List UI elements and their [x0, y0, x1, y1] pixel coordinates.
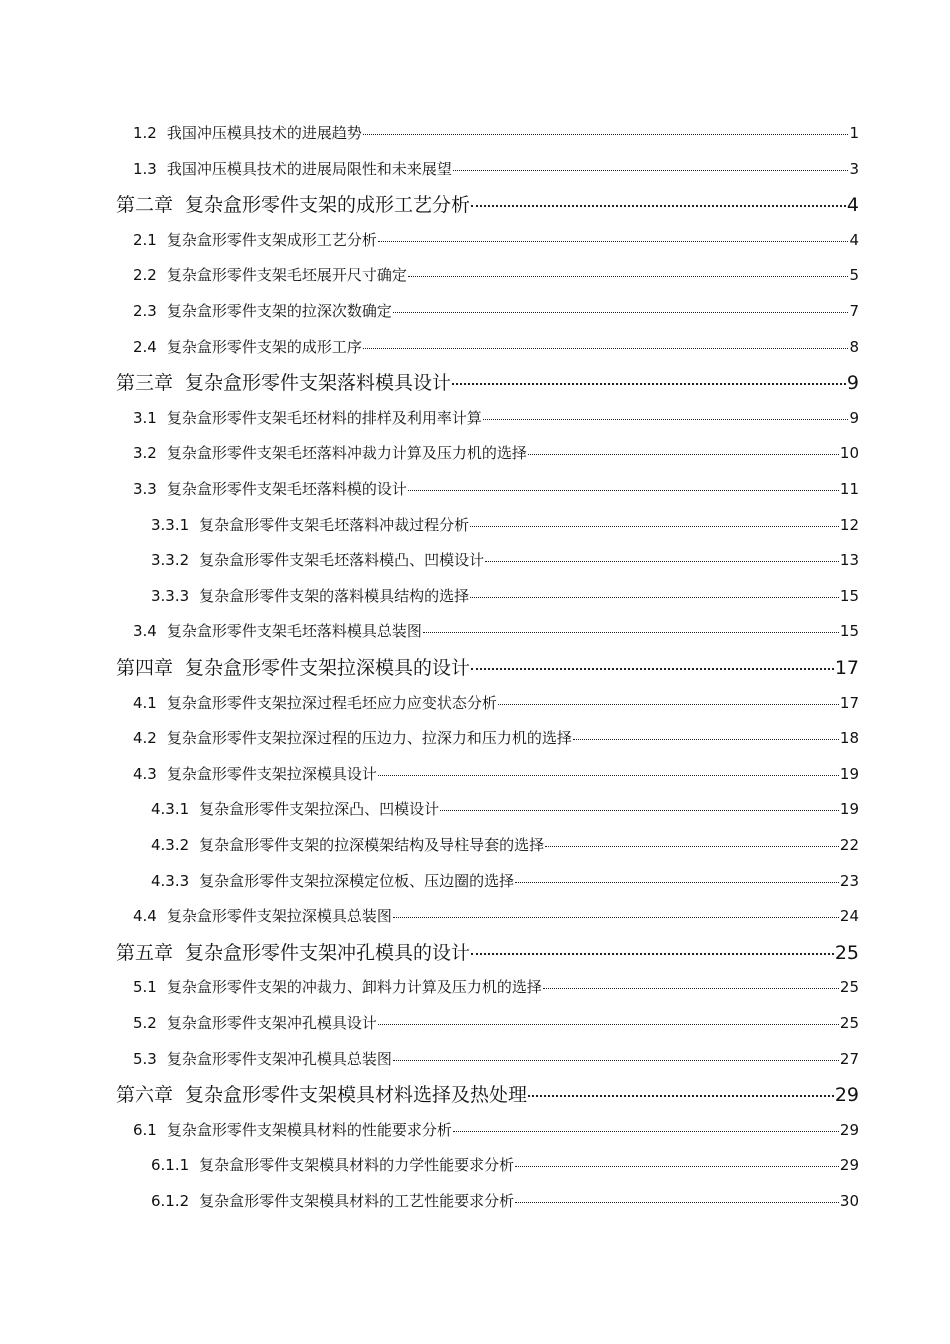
- toc-entry-number: 3.3.2: [151, 551, 190, 570]
- toc-section-entry[interactable]: [133, 763, 859, 784]
- toc-section-entry[interactable]: [133, 1119, 859, 1140]
- dot-leader: [471, 668, 834, 670]
- dot-leader: [573, 739, 839, 740]
- toc-section-entry[interactable]: [151, 1190, 859, 1211]
- toc-entry-title: 复杂盒形零件支架冲孔模具总装图: [166, 1049, 392, 1068]
- dot-leader: [485, 561, 839, 562]
- toc-entry-number: 1.2: [133, 124, 157, 142]
- toc-entry-page-number: 24: [839, 907, 859, 926]
- toc-entry-number: 1.3: [133, 159, 157, 178]
- toc-entry-title: 我国冲压模具技术的进展趋势: [166, 124, 362, 142]
- toc-chapter-entry[interactable]: [116, 1080, 859, 1107]
- dot-leader: [471, 205, 846, 207]
- toc-entry-title: 复杂盒形零件支架拉深模具总装图: [166, 907, 392, 926]
- toc-section-entry[interactable]: [151, 870, 859, 891]
- toc-entry-page-number: 29: [839, 1156, 859, 1175]
- toc-entry-title: 复杂盒形零件支架的落料模具结构的选择: [199, 586, 470, 605]
- toc-section-entry[interactable]: [151, 1154, 859, 1175]
- toc-entry-title: 复杂盒形零件支架拉深模具的设计: [185, 657, 471, 679]
- toc-section-entry[interactable]: [133, 620, 859, 641]
- toc-section-entry[interactable]: [133, 1012, 859, 1033]
- toc-entry-page-number: 25: [839, 978, 859, 997]
- dot-leader: [393, 917, 839, 918]
- toc-entry-number: 第二章: [116, 194, 174, 217]
- toc-section-entry[interactable]: [151, 585, 859, 606]
- dot-leader: [408, 490, 839, 491]
- toc-entry-title: 复杂盒形零件支架毛坯落料冲裁力计算及压力机的选择: [166, 444, 527, 463]
- toc-chapter-entry[interactable]: [116, 190, 859, 217]
- toc-entry-number: 6.1.2: [151, 1192, 190, 1210]
- toc-section-entry[interactable]: [151, 834, 859, 855]
- toc-entry-number: 第四章: [116, 657, 174, 679]
- toc-entry-number: 3.1: [133, 408, 157, 427]
- toc-entry-number: 3.2: [133, 444, 157, 463]
- dot-leader: [363, 348, 849, 349]
- toc-entry-title: 复杂盒形零件支架拉深过程毛坯应力应变状态分析: [166, 693, 497, 712]
- toc-chapter-entry[interactable]: [116, 653, 859, 680]
- toc-entry-title: 复杂盒形零件支架成形工艺分析: [166, 230, 377, 249]
- toc-section-entry[interactable]: [151, 514, 859, 535]
- toc-entry-number: 5.2: [133, 1014, 157, 1032]
- dot-leader: [452, 383, 846, 385]
- toc-entry-page-number: 29: [839, 1120, 859, 1139]
- toc-entry-number: 第五章: [116, 941, 174, 964]
- dot-leader: [528, 454, 839, 455]
- toc-section-entry[interactable]: [133, 300, 859, 321]
- toc-entry-title: 复杂盒形零件支架拉深凸、凹模设计: [199, 800, 440, 819]
- toc-section-entry[interactable]: [133, 122, 859, 143]
- dot-leader: [423, 632, 839, 633]
- toc-entry-number: 6.1: [133, 1120, 157, 1139]
- toc-entry-page-number: 19: [839, 764, 859, 783]
- toc-entry-title: 复杂盒形零件支架拉深过程的压边力、拉深力和压力机的选择: [166, 729, 572, 748]
- dot-leader: [471, 953, 834, 955]
- dot-leader: [378, 775, 839, 776]
- toc-section-entry[interactable]: [151, 798, 859, 819]
- toc-entry-number: 4.3.1: [151, 800, 190, 819]
- dot-leader: [498, 704, 839, 705]
- toc-section-entry[interactable]: [133, 976, 859, 997]
- toc-entry-title: 复杂盒形零件支架的冲裁力、卸料力计算及压力机的选择: [166, 978, 542, 997]
- toc-section-entry[interactable]: [133, 478, 859, 499]
- toc-entry-page-number: 11: [839, 480, 859, 498]
- dot-leader: [393, 1060, 839, 1061]
- dot-leader: [470, 526, 839, 527]
- toc-entry-page-number: 23: [839, 871, 859, 890]
- toc-entry-page-number: 17: [839, 693, 859, 712]
- toc-entry-page-number: 12: [839, 515, 859, 534]
- toc-section-entry[interactable]: [133, 1048, 859, 1069]
- toc-entry-title: 复杂盒形零件支架毛坯落料模具总装图: [166, 622, 422, 641]
- toc-entry-title: 复杂盒形零件支架的成形工序: [166, 337, 362, 356]
- dot-leader: [453, 1131, 839, 1132]
- toc-entry-number: 4.1: [133, 693, 157, 712]
- toc-entry-title: 复杂盒形零件支架毛坯材料的排样及利用率计算: [166, 408, 482, 427]
- toc-entry-page-number: 9: [846, 372, 859, 395]
- toc-entry-title: 复杂盒形零件支架毛坯落料模凸、凹模设计: [199, 551, 485, 570]
- toc-entry-page-number: 4: [849, 230, 859, 249]
- toc-entry-number: 3.4: [133, 622, 157, 641]
- toc-chapter-entry[interactable]: [116, 938, 859, 965]
- toc-entry-number: 4.4: [133, 907, 157, 926]
- dot-leader: [528, 1095, 834, 1097]
- toc-entry-title: 复杂盒形零件支架模具材料的工艺性能要求分析: [199, 1192, 515, 1210]
- toc-section-entry[interactable]: [133, 727, 859, 748]
- toc-entry-page-number: 25: [839, 1014, 859, 1032]
- toc-entry-number: 5.1: [133, 978, 157, 997]
- toc-entry-title: 我国冲压模具技术的进展局限性和未来展望: [166, 159, 452, 178]
- toc-entry-page-number: 15: [839, 622, 859, 641]
- toc-entry-number: 3.3.3: [151, 586, 190, 605]
- toc-entry-number: 第六章: [116, 1084, 174, 1107]
- toc-entry-title: 复杂盒形零件支架冲孔模具设计: [166, 1014, 377, 1032]
- toc-entry-number: 3.3: [133, 480, 157, 498]
- toc-entry-title: 复杂盒形零件支架毛坯落料模的设计: [166, 480, 407, 498]
- toc-entry-page-number: 10: [839, 444, 859, 463]
- toc-entry-page-number: 27: [839, 1049, 859, 1068]
- dot-leader: [363, 134, 849, 135]
- toc-entry-page-number: 18: [839, 729, 859, 748]
- dot-leader: [453, 170, 849, 171]
- toc-section-entry[interactable]: [133, 692, 859, 713]
- dot-leader: [378, 1024, 839, 1025]
- toc-entry-number: 4.3: [133, 764, 157, 783]
- toc-chapter-entry[interactable]: [116, 368, 859, 395]
- toc-entry-title: 复杂盒形零件支架模具材料的性能要求分析: [166, 1120, 452, 1139]
- dot-leader: [515, 1202, 839, 1203]
- toc-entry-page-number: 8: [849, 337, 859, 356]
- toc-entry-number: 第三章: [116, 372, 174, 395]
- toc-entry-number: 2.3: [133, 302, 157, 320]
- dot-leader: [515, 1166, 839, 1167]
- toc-section-entry[interactable]: [133, 407, 859, 428]
- toc-entry-title: 复杂盒形零件支架毛坯展开尺寸确定: [166, 266, 407, 285]
- dot-leader: [408, 276, 849, 277]
- toc-entry-page-number: 19: [839, 800, 859, 819]
- toc-entry-number: 2.4: [133, 337, 157, 356]
- toc-entry-title: 复杂盒形零件支架拉深模具设计: [166, 764, 377, 783]
- toc-entry-page-number: 29: [834, 1084, 859, 1107]
- toc-entry-number: 4.2: [133, 729, 157, 748]
- toc-entry-number: 2.1: [133, 230, 157, 249]
- toc-entry-number: 4.3.3: [151, 871, 190, 890]
- dot-leader: [543, 988, 839, 989]
- toc-entry-page-number: 15: [839, 586, 859, 605]
- toc-section-entry[interactable]: [133, 264, 859, 285]
- toc-entry-page-number: 22: [839, 836, 859, 854]
- toc-entry-number: 6.1.1: [151, 1156, 190, 1175]
- toc-entry-page-number: 17: [834, 657, 859, 679]
- toc-entry-page-number: 25: [834, 941, 859, 964]
- dot-leader: [440, 810, 839, 811]
- toc-section-entry[interactable]: [133, 905, 859, 926]
- toc-entry-page-number: 4: [846, 194, 859, 217]
- toc-entry-title: 复杂盒形零件支架的成形工艺分析: [185, 194, 471, 217]
- toc-entry-page-number: 3: [849, 159, 859, 178]
- toc-entry-number: 5.3: [133, 1049, 157, 1068]
- toc-entry-page-number: 13: [839, 551, 859, 570]
- dot-leader: [378, 241, 849, 242]
- toc-entry-title: 复杂盒形零件支架模具材料的力学性能要求分析: [199, 1156, 515, 1175]
- toc-entry-page-number: 7: [849, 302, 859, 320]
- toc-section-entry[interactable]: [133, 442, 859, 463]
- toc-entry-number: 2.2: [133, 266, 157, 285]
- toc-section-entry[interactable]: [133, 336, 859, 357]
- toc-section-entry[interactable]: [133, 158, 859, 179]
- dot-leader: [470, 597, 839, 598]
- toc-section-entry[interactable]: [133, 229, 859, 250]
- toc-entry-page-number: 5: [849, 266, 859, 285]
- toc-entry-page-number: 1: [849, 124, 859, 142]
- toc-entry-page-number: 30: [839, 1192, 859, 1210]
- toc-entry-title: 复杂盒形零件支架拉深模定位板、压边圈的选择: [199, 871, 515, 890]
- toc-entry-page-number: 9: [849, 408, 859, 427]
- toc-entry-title: 复杂盒形零件支架冲孔模具的设计: [185, 941, 471, 964]
- toc-entry-number: 4.3.2: [151, 836, 190, 854]
- dot-leader: [545, 846, 839, 847]
- dot-leader: [393, 312, 849, 313]
- toc-entry-title: 复杂盒形零件支架模具材料选择及热处理: [185, 1084, 528, 1107]
- toc-entry-number: 3.3.1: [151, 515, 190, 534]
- dot-leader: [515, 882, 839, 883]
- toc-entry-title: 复杂盒形零件支架落料模具设计: [185, 372, 452, 395]
- toc-entry-title: 复杂盒形零件支架毛坯落料冲裁过程分析: [199, 515, 470, 534]
- toc-entry-title: 复杂盒形零件支架的拉深模架结构及导柱导套的选择: [199, 836, 545, 854]
- toc-entry-title: 复杂盒形零件支架的拉深次数确定: [166, 302, 392, 320]
- dot-leader: [483, 419, 849, 420]
- toc-section-entry[interactable]: [151, 549, 859, 570]
